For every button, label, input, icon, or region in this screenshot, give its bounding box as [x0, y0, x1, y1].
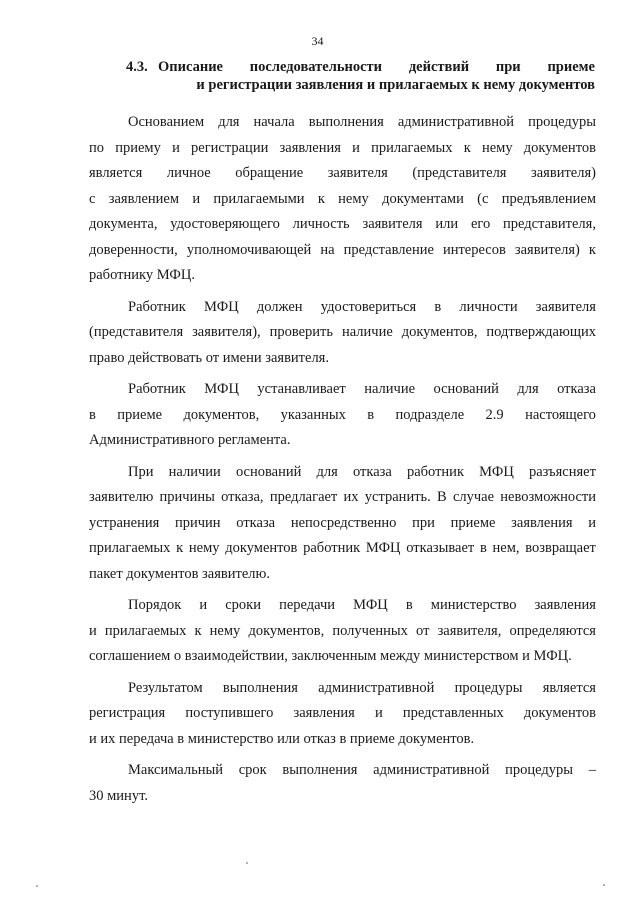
document-body: [89, 110, 596, 815]
text-line: работнику МФЦ.: [89, 267, 195, 283]
heading-words: [128, 58, 595, 76]
text-line: Порядок и сроки передачи МФЦ в министерство заявления: [128, 597, 596, 613]
text-line: пакет документов заявителю.: [89, 565, 270, 582]
paragraph: [89, 593, 596, 670]
text-line: При наличии оснований для отказа работник МФЦ разъясняет: [128, 463, 596, 480]
heading-word: Описание: [158, 59, 223, 75]
text-line: Работник МФЦ должен удостовериться в личности заявителя: [128, 298, 596, 315]
heading-word: приеме: [547, 59, 595, 75]
heading-word: последовательности: [249, 59, 383, 75]
text-line: является личное обращение заявителя (представителя заявителя): [89, 165, 596, 181]
text-line: Административного регламента.: [89, 432, 291, 448]
text-line: Работник МФЦ устанавливает наличие оснований для отказа: [128, 381, 596, 397]
heading-word: при: [495, 59, 521, 75]
text-line: доверенности, уполномочивающей на представление интересов заявителя) к: [89, 241, 596, 258]
heading-line-1: [128, 58, 595, 76]
text-line: Максимальный срок выполнения административной процедуры –: [128, 762, 596, 778]
text-line: по приему и регистрации заявления и прилагаемых к нему документов: [89, 139, 596, 156]
text-line: Основанием для начала выполнения административной процедуры: [128, 114, 596, 130]
text-line: право действовать от имени заявителя.: [89, 349, 329, 366]
text-line: Результатом выполнения административной процедуры является: [128, 679, 596, 696]
text-line: и их передача в министерство или отказ в приеме документов.: [89, 730, 475, 747]
heading-line-2: и регистрации заявления и прилагаемых к нему документов: [196, 77, 595, 93]
paragraph: [89, 110, 596, 289]
text-line: 30 минут.: [89, 787, 148, 804]
scan-speck: [246, 862, 248, 864]
text-line: прилагаемых к нему документов работник МФЦ отказывает в нем, возвращает: [89, 540, 596, 556]
section-number: 4.3.: [126, 59, 148, 75]
text-line: устранения причин отказа непосредственно при приеме заявления и: [89, 514, 596, 531]
paragraph: [89, 295, 596, 372]
text-line: документа, удостоверяющего личность заявителя или его представителя,: [89, 216, 596, 232]
section-heading: [128, 58, 595, 94]
page-number: 34: [311, 34, 324, 48]
paragraph: [89, 377, 596, 454]
scan-speck: [603, 884, 605, 886]
text-line: и прилагаемых к нему документов, полученных от заявителя, определяются: [89, 622, 596, 639]
scan-speck: [36, 885, 38, 887]
text-line: в приеме документов, указанных в подразделе 2.9 настоящего: [89, 406, 596, 423]
text-line: заявителю причины отказа, предлагает их устранить. В случае невозможности: [89, 489, 596, 505]
text-line: регистрация поступившего заявления и представленных документов: [89, 705, 596, 721]
paragraph: [89, 676, 596, 753]
paragraph: [89, 460, 596, 588]
text-line: (представителя заявителя), проверить наличие документов, подтверждающих: [89, 324, 596, 340]
text-line: с заявлением и прилагаемыми к нему документами (с предъявлением: [89, 190, 596, 207]
paragraph: [89, 758, 596, 809]
heading-word: действий: [408, 59, 470, 75]
text-line: соглашением о взаимодействии, заключенным между министерством и МФЦ.: [89, 648, 572, 664]
